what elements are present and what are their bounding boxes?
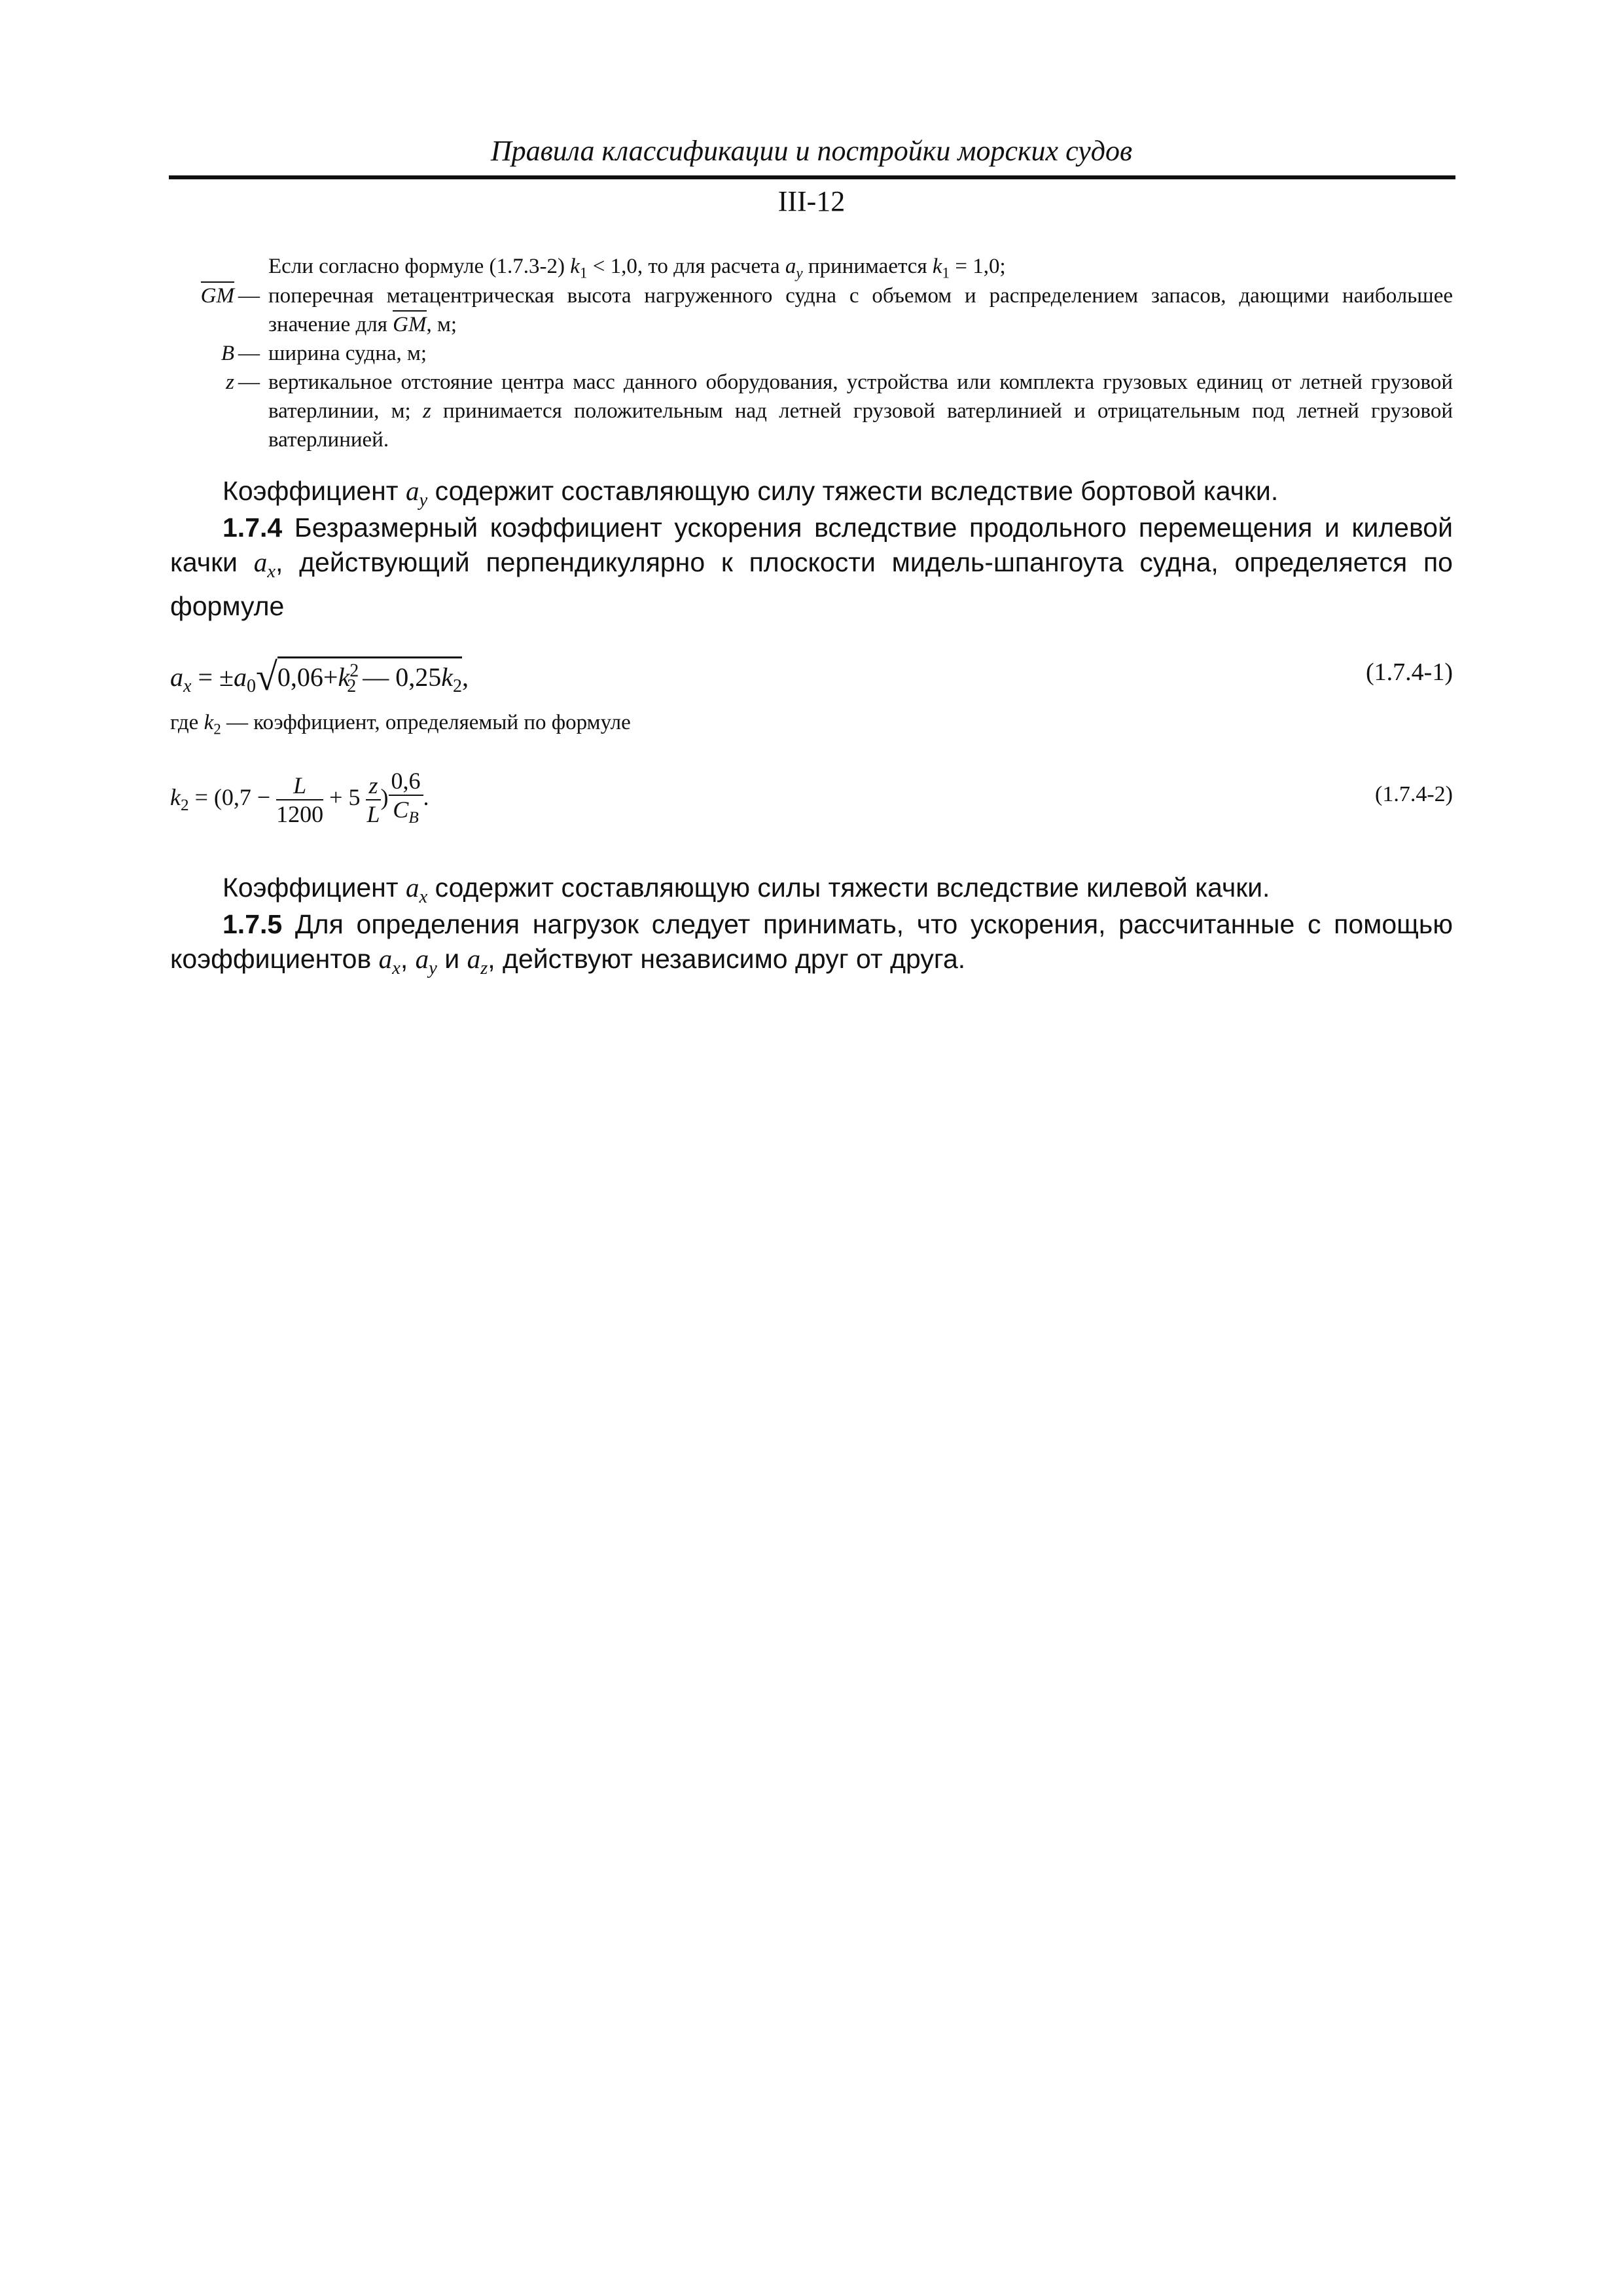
document-page: Правила классификации и постройки морских судов III-12 Если согласно формуле (1.7.3-2) $k_1 < 1,0$, то для расчета $a_y$ принимается $k_1 = 1,0$; GM — поперечная метацентрическая высота нагруженного судна с объемом и распределением запасов, дающими наибольшее значение для GM, м; B — ширина судна, м; z — вертикальное отстояние центра масс данного оборудования, устройства или комплекта грузовых единиц от летней грузовой ватерлинии, м; z принимается положительным над летней грузовой ватерлинией и отрицательным под летней грузовой ватерлинией. Коэффициент $a_y$ содержит составляющую силу тяжести вследствие бортовой качки. 1.7.4 Безразмерный коэффициент ускорения вследствие продольного перемещения и килевой качки $a_x$, действующий перпендикулярно к плоскости мидель-шпангоута судна, определяется по формуле $a_x = \pm a_0√0,06+k^2_2$ — $0,25k_2$, (1.7.4-1) где $k_2$ — коэффициент, определяемый по формуле $k_2 = (0,7$ − $\frac{L}{1200}$ + 5 $\frac{z}{L}$ ) $\frac{0,6}{C_B}$ . (1.7.4-2) Коэффициент $a_x$ содержит составляющую силы тяжести вследствие килевой качки. 1.7.5 Для определения нагрузок следует принимать, что ускорения, рассчитанные с помощью коэффициентов $a_x$, $a_y$ и $a_z$, действуют независимо друг от друга. xyxy=(0,0,1623,2296)
b-text: ширина судна, м; xyxy=(268,342,427,365)
paragraph-1-7-5: 1.7.5 Для определения нагрузок следует принимать, что ускорения, рассчитанные с помощью коэффициентов $a_x$, $a_y$ и $a_z$, действуют независимо друг от друга. xyxy=(170,909,1453,979)
section-number-1-7-4: 1.7.4 xyxy=(223,512,283,543)
paragraph-ay: Коэффициент $a_y$ содержит составляющую силу тяжести вследствие бортовой качки. xyxy=(223,476,1279,511)
header-rule xyxy=(169,175,1455,179)
paragraph-ax: Коэффициент $a_x$ содержит составляющую силы тяжести вследствие килевой качки. xyxy=(223,872,1270,908)
where-line: где $k_2$ — коэффициент, определяемый по формуле xyxy=(170,711,631,738)
equation-1-7-4-2: $k_2 = (0,7$ − $\frac{L}{1200}$ + 5 $\frac{z}{L}$ ) $\frac{0,6}{C_B}$ . xyxy=(170,768,429,827)
b-symbol: B xyxy=(221,342,234,365)
section-number-1-7-5: 1.7.5 xyxy=(223,909,283,939)
equation-number-1: (1.7.4-1) xyxy=(1366,658,1453,686)
running-header-title: Правила классификации и постройки морских судов xyxy=(490,135,1133,167)
z-symbol: z xyxy=(226,370,234,394)
page-number: III-12 xyxy=(777,185,846,217)
gm-symbol: GM xyxy=(201,281,234,308)
paragraph-1-7-4: 1.7.4 Безразмерный коэффициент ускорения вследствие продольного перемещения и килевой качки $a_x$, действующий перпендикулярно к плоскости мидель-шпангоута судна, определяется по формуле xyxy=(170,512,1453,622)
equation-number-2: (1.7.4-2) xyxy=(1375,782,1453,806)
equation-1-7-4-1: $a_x = \pm a_0√0,06+k^2_2$ — $0,25k_2$, xyxy=(170,655,469,698)
